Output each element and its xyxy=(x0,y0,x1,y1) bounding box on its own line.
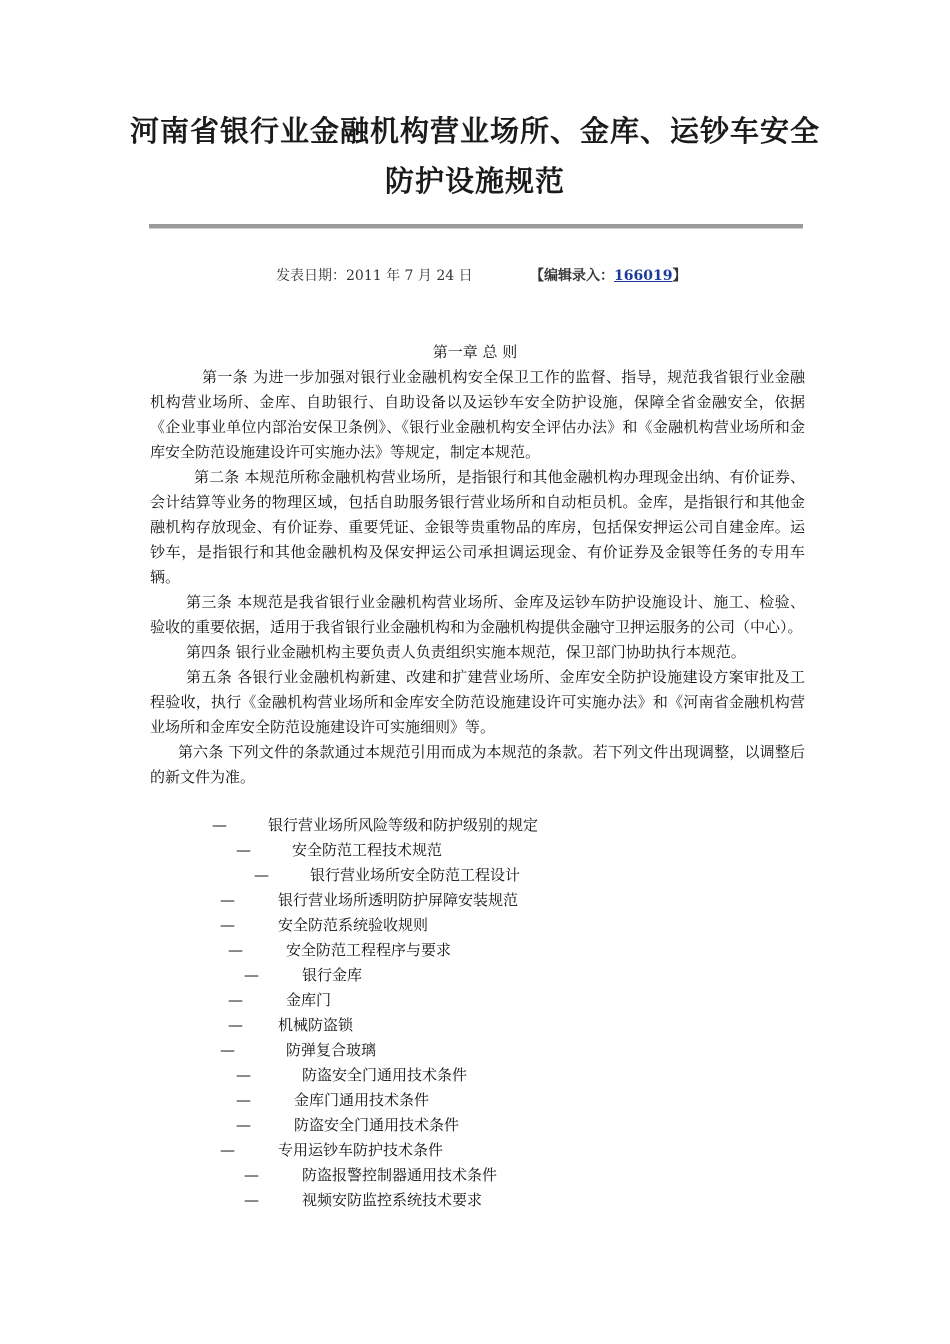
list-item: — 银行营业场所风险等级和防护级别的规定 xyxy=(212,816,539,834)
list-item: — 防弹复合玻璃 xyxy=(220,1041,377,1059)
chapter-heading: 第一章 总 则 xyxy=(432,343,518,361)
list-item: — 安全防范系统验收规则 xyxy=(220,916,429,934)
list-item: — 安全防范工程技术规范 xyxy=(236,841,443,859)
title-divider xyxy=(149,224,803,229)
title-line-1: 河南省银行业金融机构营业场所、金库、运钞车安全 xyxy=(129,114,820,148)
article-4: 第四条 银行业金融机构主要负责人负责组织实施本规范，保卫部门协助执行本规范。 xyxy=(186,643,746,661)
list-item: — 防盗报警控制器通用技术条件 xyxy=(244,1166,498,1184)
publish-date: 发表日期：2011 年 7 月 24 日 xyxy=(276,268,473,284)
articles-body xyxy=(150,365,805,790)
document-title xyxy=(120,106,830,206)
list-item: — 银行营业场所安全防范工程设计 xyxy=(254,866,521,884)
list-item: — 防盗安全门通用技术条件 xyxy=(236,1116,460,1134)
article-5: 第五条 各银行业金融机构新建、改建和扩建营业场所、金库安全防护设施建设方案审批及工程验收，执行《金融机构营业场所和金库安全防范设施建设许可实施办法》和《河南省金融机构营业场所和金库安全防范设施建设许可实施细则》等。 xyxy=(150,668,805,736)
list-item: — 防盗安全门通用技术条件 xyxy=(236,1066,468,1084)
list-item: — 视频安防监控系统技术要求 xyxy=(244,1191,483,1209)
list-item: — 金库门 xyxy=(228,991,332,1009)
editor-info xyxy=(530,266,686,286)
article-6: 第六条 下列文件的条款通过本规范引用而成为本规范的条款。若下列文件出现调整，以调整后的新文件为准。 xyxy=(150,743,805,786)
article-1: 第一条 为进一步加强对银行业金融机构安全保卫工作的监督、指导，规范我省银行业金融机构营业场所、金库、自助银行、自助设备以及运钞车安全防护设施，保障全省金融安全，依据《企业事业单位内部治安保卫条例》、《银行业金融机构安全评估办法》和《金融机构营业场所和金库安全防范设施建设许可实施办法》等规定，制定本规范。 xyxy=(150,368,805,461)
title-line-2: 防护设施规范 xyxy=(384,164,565,198)
editor-prefix: 【编辑录入： xyxy=(530,268,614,284)
editor-id-link[interactable]: 166019 xyxy=(614,268,673,284)
list-item: — 银行营业场所透明防护屏障安装规范 xyxy=(220,891,519,909)
list-item: — 银行金库 xyxy=(244,966,363,984)
editor-suffix: 】 xyxy=(672,268,687,284)
list-item: — 专用运钞车防护技术条件 xyxy=(220,1141,444,1159)
list-item: — 安全防范工程程序与要求 xyxy=(228,941,452,959)
list-item: — 机械防盗锁 xyxy=(228,1016,354,1034)
article-3: 第三条 本规范是我省银行业金融机构营业场所、金库及运钞车防护设施设计、施工、检验、验收的重要依据，适用于我省银行业金融机构和为金融机构提供金融守卫押运服务的公司（中心）。 xyxy=(150,593,805,636)
list-item: — 金库门通用技术条件 xyxy=(236,1091,430,1109)
article-2: 第二条 本规范所称金融机构营业场所，是指银行和其他金融机构办理现金出纳、有价证券、会计结算等业务的物理区域，包括自助服务银行营业场所和自动柜员机。金库，是指银行和其他金融机构存放现金、有价证券、重要凭证、金银等贵重物品的库房，包括保安押运公司自建金库。运钞车，是指银行和其他金融机构及保安押运公司承担调运现金、有价证券及金银等任务的专用车辆。 xyxy=(150,468,805,586)
